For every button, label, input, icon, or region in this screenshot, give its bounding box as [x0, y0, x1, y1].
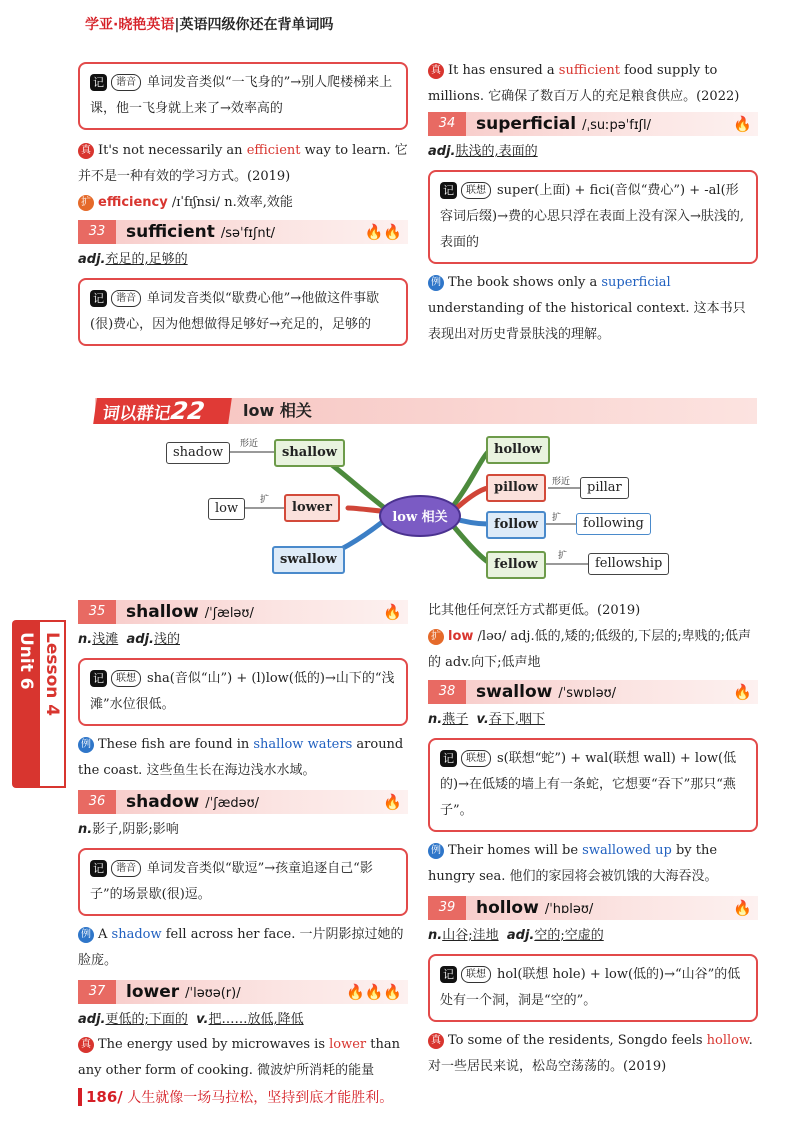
right-bottom-column [428, 598, 758, 1080]
lightbulb-icon: 记 [440, 966, 457, 983]
lightbulb-icon: 记 [440, 750, 457, 767]
memory-box-swallow: 记 联想 s(联想“蛇”) + wal(联想 wall) + low(低的)→在低矮的墙上有一条蛇，它想要“吞下”那只“燕子”。 [428, 738, 758, 832]
lightbulb-icon: 记 [90, 860, 107, 877]
flame-icon: 🔥 [733, 115, 752, 133]
node-pillow: pillow [486, 474, 546, 502]
lesson-label: Lesson 4 [42, 632, 62, 717]
node-following: following [576, 513, 651, 535]
lightbulb-icon: 记 [90, 670, 107, 687]
word-entry-superficial: 34 superficial /ˌsuːpəˈfɪʃl/ 🔥 [428, 112, 758, 136]
mind-map [160, 430, 663, 590]
page-footer [78, 1087, 393, 1107]
lightbulb-icon: 记 [90, 290, 107, 307]
right-top-column [428, 58, 758, 348]
example-superficial: 例 The book shows only a superficial understanding of the historical context. 这本书只表现出对历史背景肤浅的理解。 [428, 275, 746, 342]
example-swallow: 例 Their homes will be swallowed up by the hungry sea. 他们的家园将会被饥饿的大海吞没。 [428, 843, 718, 884]
phonetic: /səˈfɪʃnt/ [220, 226, 276, 241]
header-subtitle: 英语四级你还在背单词吗 [179, 17, 334, 33]
flame-icon: 🔥🔥 [364, 223, 402, 241]
group-banner [95, 398, 757, 424]
flame-icon: 🔥 [733, 683, 752, 701]
page-header [85, 14, 333, 38]
word-entry-shallow: 35 shallow /ˈʃæləʊ/ 🔥 [78, 600, 408, 624]
node-fellow: fellow [486, 551, 546, 579]
group-title: low 相关 [243, 401, 312, 420]
exam-badge-icon: 真 [78, 1037, 94, 1053]
header-brand: 学亚·晓艳英语 [85, 17, 175, 33]
memory-box-sufficient: 记 谐音 单词发音类似“歇费心他”→他做这件事歇(很)费心，因为他想做得足够好→充足的，足够的 [78, 278, 408, 346]
example-hollow: 真 To some of the residents, Songdo feels hollow. 对一些居民来说，松岛空荡荡的。(2019) [428, 1033, 753, 1074]
highlight-word: efficient [246, 143, 301, 158]
left-bottom-column [78, 600, 408, 1084]
example-badge-icon: 例 [78, 927, 94, 943]
mind-map-center: low 相关 [392, 510, 448, 525]
edge-tag-xingjin: 形近 [240, 439, 259, 449]
edge-tag-kuo: 扩 [260, 495, 270, 505]
unit-side-tab [12, 620, 66, 788]
unit-label: Unit 6 [16, 632, 36, 690]
exam-badge-icon: 真 [78, 143, 94, 159]
definition-shadow: n.影子,阴影;影响 [78, 822, 179, 837]
example-badge-icon: 例 [428, 275, 444, 291]
example-lower-continued: 比其他任何烹饪方式都更低。(2019) [428, 603, 641, 618]
definition-hollow: n.山谷;洼地 adj.空的;空虚的 [428, 928, 604, 943]
definition-sufficient: adj.充足的,足够的 [78, 252, 188, 267]
example-sufficient: 真 It has ensured a sufficient food supply to millions. 它确保了数百万人的充足粮食供应。(2022) [428, 63, 740, 104]
node-shadow: shadow [166, 442, 230, 464]
header-separator: | [174, 17, 180, 33]
exam-badge-icon: 真 [428, 63, 444, 79]
node-lower: lower [284, 494, 340, 522]
flame-icon: 🔥 [383, 793, 402, 811]
memory-tag: 谐音 [111, 74, 141, 91]
node-fellowship: fellowship [588, 553, 669, 575]
definition-swallow: n.燕子 v.吞下,咽下 [428, 712, 545, 727]
word-entry-lower: 37 lower /ˈləʊə(r)/ 🔥🔥🔥 [78, 980, 408, 1004]
example-shadow: 例 A shadow fell across her face. 一片阴影掠过她的脸庞。 [78, 927, 404, 968]
node-hollow: hollow [486, 436, 550, 464]
example-badge-icon: 例 [428, 843, 444, 859]
derivative-low: 扩 low /ləʊ/ adj.低的,矮的;低级的,下层的;卑贱的;低声的 adv.向下;低声地 [428, 629, 751, 670]
footer-motto: 人生就像一场马拉松，坚持到底才能胜利。 [122, 1090, 394, 1106]
memory-box-superficial: 记 联想 super(上面) + fici(音似“费心”) + -al(形容词后缀)→费的心思只浮在表面上没有深入→肤浅的,表面的 [428, 170, 758, 264]
left-top-column [78, 62, 408, 346]
exam-badge-icon: 真 [428, 1033, 444, 1049]
example-lower: 真 The energy used by microwaves is lower than any other form of cooking. 微波炉所消耗的能量 [78, 1037, 401, 1078]
memory-box-shadow: 记 谐音 单词发音类似“歇逗”→孩童追逐自己“影子”的场景歇(很)逗。 [78, 848, 408, 916]
edge-tag-xingjin: 形近 [552, 477, 571, 487]
word-headword: sufficient /səˈfɪʃnt/ [126, 222, 276, 242]
word-entry-sufficient [78, 220, 408, 244]
lightbulb-icon: 记 [90, 74, 107, 91]
flame-icon: 🔥 [733, 899, 752, 917]
derivative-efficiency: 扩 efficiency /ɪˈfɪʃnsi/ n.效率,效能 [78, 190, 408, 216]
word-entry-swallow: 38 swallow /ˈswɒləʊ/ 🔥 [428, 680, 758, 704]
definition-shallow: n.浅滩 adj.浅的 [78, 632, 180, 647]
extend-badge-icon: 扩 [428, 629, 444, 645]
node-follow: follow [486, 511, 546, 539]
node-shallow: shallow [274, 439, 345, 467]
edge-tag-kuo: 扩 [558, 551, 568, 561]
memory-box-shallow: 记 联想 sha(音似“山”) + (l)low(低的)→山下的“浅滩”水位很低。 [78, 658, 408, 726]
lightbulb-icon: 记 [440, 182, 457, 199]
page-number: 186/ [78, 1088, 123, 1106]
word-entry-shadow: 36 shadow /ˈʃædəʊ/ 🔥 [78, 790, 408, 814]
example-badge-icon: 例 [78, 737, 94, 753]
flame-icon: 🔥 [383, 603, 402, 621]
memory-text: 单词发音类似“一飞身的”→别人爬楼梯来上课，他一飞身就上来了→效率高的 [90, 75, 393, 116]
node-low: low [208, 498, 245, 520]
node-pillar: pillar [580, 477, 629, 499]
node-swallow: swallow [272, 546, 345, 574]
memory-box-efficient [78, 62, 408, 130]
example-efficient: 真 It's not necessarily an efficient way to learn. 它并不是一种有效的学习方式。(2019) [78, 143, 408, 184]
flame-icon: 🔥🔥🔥 [345, 983, 402, 1001]
example-shallow: 例 These fish are found in shallow waters around the coast. 这些鱼生长在海边浅水水域。 [78, 737, 404, 778]
word-number: 33 [78, 220, 116, 244]
definition-lower: adj.更低的;下面的 v.把……放低,降低 [78, 1012, 304, 1027]
word-entry-hollow: 39 hollow /ˈhɒləʊ/ 🔥 [428, 896, 758, 920]
definition-superficial: adj.肤浅的,表面的 [428, 144, 538, 159]
memory-box-hollow: 记 联想 hol(联想 hole) + low(低的)→“山谷”的低处有一个洞，洞是“空的”。 [428, 954, 758, 1022]
extend-badge-icon: 扩 [78, 195, 94, 211]
group-label: 词以群记22 [93, 398, 232, 424]
edge-tag-kuo: 扩 [552, 513, 562, 523]
